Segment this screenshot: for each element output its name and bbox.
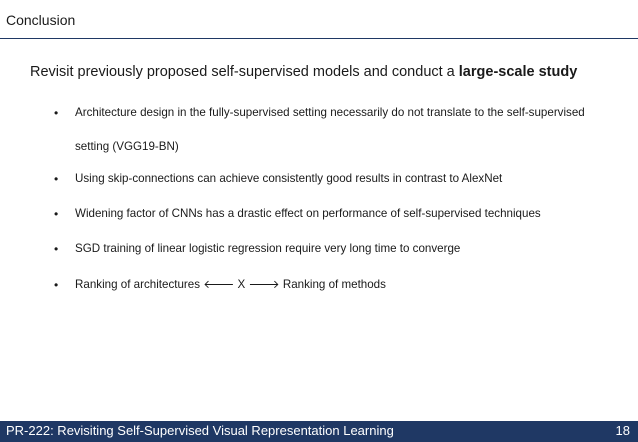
bullet-item bbox=[54, 162, 614, 196]
page-number: 18 bbox=[615, 423, 630, 438]
bullet-text: Using skip-connections can achieve consistently good results in contrast to AlexNet bbox=[75, 172, 503, 185]
bullet-marker: • bbox=[54, 278, 59, 292]
bullet-text: Widening factor of CNNs has a drastic effect on performance of self-supervised techniques bbox=[75, 207, 541, 220]
bullet-item bbox=[54, 96, 614, 164]
bullet-item bbox=[54, 268, 614, 302]
bullet-text: SGD training of linear logistic regression require very long time to converge bbox=[75, 242, 461, 255]
footer-title: PR-222: Revisiting Self-Supervised Visual Representation Learning bbox=[6, 423, 394, 438]
lead-sentence bbox=[30, 64, 577, 80]
bullet-marker: • bbox=[54, 172, 59, 186]
lead-text: Revisit previously proposed self-supervised models and conduct a bbox=[30, 64, 459, 80]
bullet-item bbox=[54, 197, 614, 231]
bullet-marker: • bbox=[54, 207, 59, 221]
bullet-item bbox=[54, 232, 614, 266]
title-divider bbox=[0, 38, 638, 39]
footer-bar bbox=[0, 421, 638, 442]
bullet-text: Ranking of architectures 🡐 X 🡒 Ranking of methods bbox=[75, 278, 386, 291]
bullet-marker: • bbox=[54, 242, 59, 256]
lead-emphasis: large-scale study bbox=[458, 64, 578, 80]
bullet-marker: • bbox=[54, 106, 59, 120]
bullet-text: Architecture design in the fully-supervised setting necessarily do not translate to the self-supervised setting (VGG19-BN) bbox=[75, 106, 585, 153]
slide-title: Conclusion bbox=[6, 12, 76, 28]
